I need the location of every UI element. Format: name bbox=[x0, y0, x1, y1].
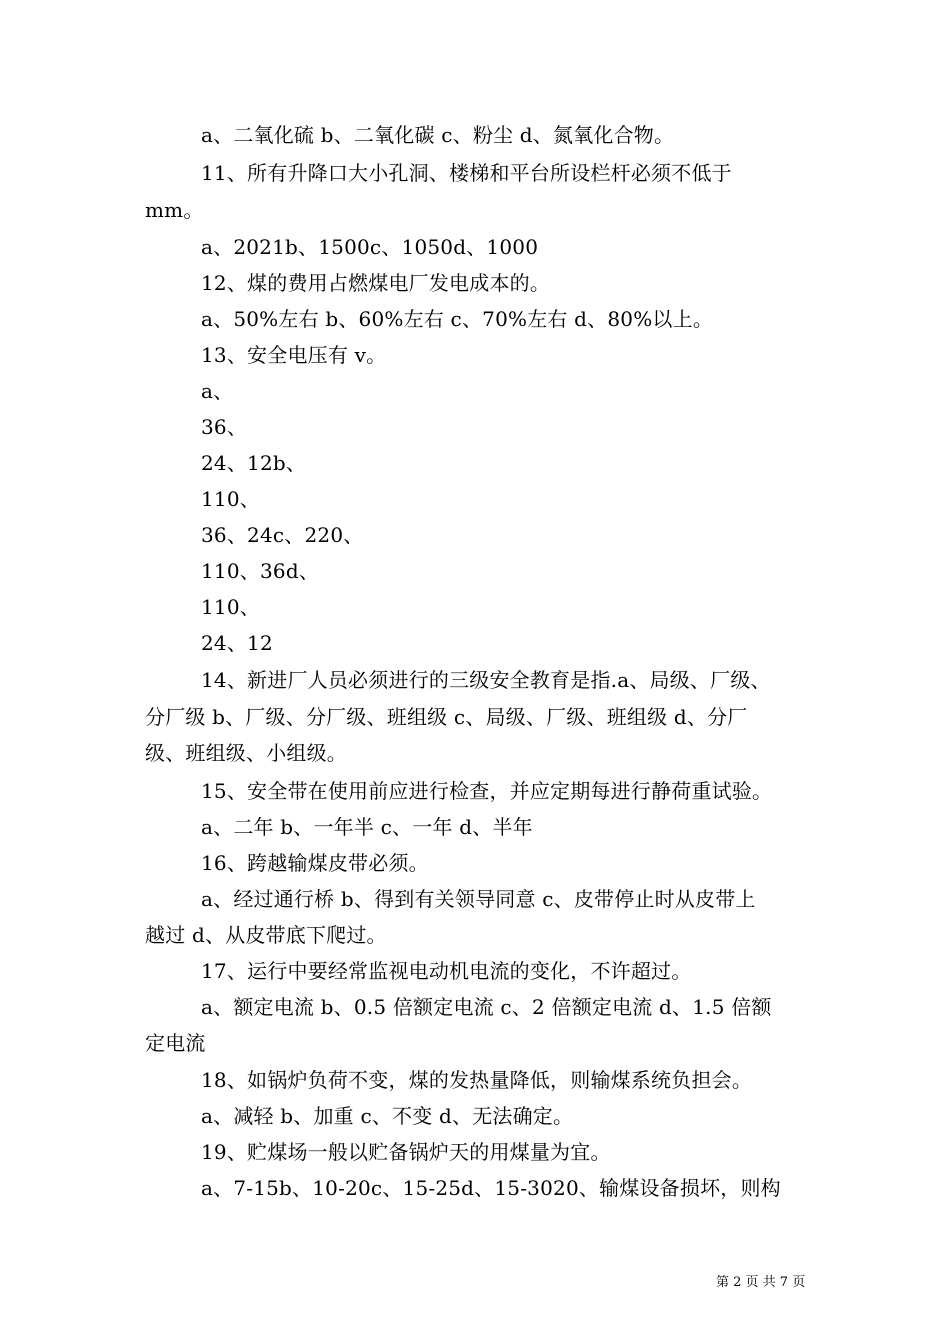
text-line-11: 110、 bbox=[201, 487, 260, 511]
text-line-29: 19、贮煤场一般以贮备锅炉天的用煤量为宜。 bbox=[201, 1140, 611, 1164]
text-line-16: 14、新进厂人员必须进行的三级安全教育是指.a、局级、厂级、 bbox=[201, 668, 771, 692]
text-line-5: 12、煤的费用占燃煤电厂发电成本的。 bbox=[201, 271, 551, 295]
text-line-2: 11、所有升降口大小孔洞、楼梯和平台所设栏杆必须不低于 bbox=[201, 161, 732, 185]
text-line-15: 24、12 bbox=[201, 631, 273, 655]
text-line-17: 分厂级 b、厂级、分厂级、班组级 c、局级、厂级、班组级 d、分厂 bbox=[145, 705, 748, 729]
text-line-3: mm。 bbox=[145, 198, 204, 222]
text-line-26: 定电流 bbox=[145, 1031, 206, 1055]
text-line-20: a、二年 b、一年半 c、一年 d、半年 bbox=[201, 815, 533, 839]
text-line-19: 15、安全带在使用前应进行检查，并应定期每进行静荷重试验。 bbox=[201, 779, 773, 803]
text-line-10: 24、12b、 bbox=[201, 451, 307, 475]
text-line-22: a、经过通行桥 b、得到有关领导同意 c、皮带停止时从皮带上 bbox=[201, 887, 756, 911]
page-number-footer: 第 2 页 共 7 页 bbox=[716, 1275, 806, 1290]
text-line-24: 17、运行中要经常监视电动机电流的变化，不许超过。 bbox=[201, 959, 692, 983]
text-line-25: a、额定电流 b、0.5 倍额定电流 c、2 倍额定电流 d、1.5 倍额 bbox=[201, 995, 772, 1019]
text-line-4: a、2021b、1500c、1050d、1000 bbox=[201, 235, 539, 259]
text-line-12: 36、24c、220、 bbox=[201, 523, 364, 547]
text-line-7: 13、安全电压有 v。 bbox=[201, 343, 387, 367]
text-line-28: a、减轻 b、加重 c、不变 d、无法确定。 bbox=[201, 1104, 574, 1128]
text-line-21: 16、跨越输煤皮带必须。 bbox=[201, 851, 429, 875]
text-line-6: a、50%左右 b、60%左右 c、70%左右 d、80%以上。 bbox=[201, 307, 714, 331]
text-line-13: 110、36d、 bbox=[201, 559, 320, 583]
text-line-1: a、二氧化硫 b、二氧化碳 c、粉尘 d、氮氧化合物。 bbox=[201, 123, 675, 147]
text-line-18: 级、班组级、小组级。 bbox=[145, 741, 347, 765]
text-line-14: 110、 bbox=[201, 595, 260, 619]
text-line-23: 越过 d、从皮带底下爬过。 bbox=[145, 923, 387, 947]
text-line-9: 36、 bbox=[201, 415, 248, 439]
text-line-27: 18、如锅炉负荷不变，煤的发热量降低，则输煤系统负担会。 bbox=[201, 1068, 753, 1092]
text-line-8: a、 bbox=[201, 379, 234, 403]
text-line-30: a、7-15b、10-20c、15-25d、15-3020、输煤设备损坏，则构 bbox=[201, 1176, 781, 1200]
